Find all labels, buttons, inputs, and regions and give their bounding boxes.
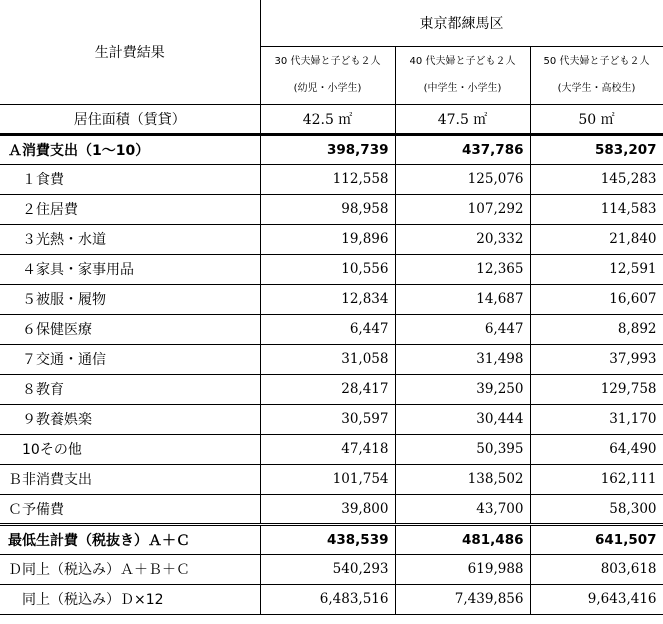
cell-value: 437,786 xyxy=(395,134,530,164)
cell-value: 39,800 xyxy=(260,494,395,524)
table-row-item xyxy=(0,374,663,404)
cell-value: 58,300 xyxy=(530,494,663,524)
cell-value: 20,332 xyxy=(395,224,530,254)
cell-value: 30,597 xyxy=(260,404,395,434)
cell-value: 107,292 xyxy=(395,194,530,224)
column-header-50s xyxy=(530,46,663,104)
cell-value: 125,076 xyxy=(395,164,530,194)
table-row-annual xyxy=(0,584,663,614)
cell-value: 438,539 xyxy=(260,524,395,554)
cell-value: 50 ㎡ xyxy=(530,104,663,134)
header-region: 東京都練馬区 xyxy=(260,0,663,46)
cell-value: 398,739 xyxy=(260,134,395,164)
column-header-50s-line1: 50 代夫婦と子ども２人 xyxy=(543,55,650,67)
cell-value: 114,583 xyxy=(530,194,663,224)
cell-value: 162,111 xyxy=(530,464,663,494)
table-row-item xyxy=(0,404,663,434)
table-row-item xyxy=(0,224,663,254)
column-header-30s-line2: (幼児・小学生) xyxy=(293,82,362,94)
table-row-item xyxy=(0,344,663,374)
cell-value: 50,395 xyxy=(395,434,530,464)
cell-value: 6,447 xyxy=(260,314,395,344)
cell-value: 145,283 xyxy=(530,164,663,194)
table-row-c xyxy=(0,494,663,524)
cell-value: 39,250 xyxy=(395,374,530,404)
cell-value: 540,293 xyxy=(260,554,395,584)
header-left-title: 生計費結果 xyxy=(0,0,260,104)
row-label: Ｄ同上（税込み）Ａ＋Ｂ＋Ｃ xyxy=(0,554,260,584)
cell-value: 30,444 xyxy=(395,404,530,434)
cell-value: 16,607 xyxy=(530,284,663,314)
cell-value: 43,700 xyxy=(395,494,530,524)
cell-value: 12,365 xyxy=(395,254,530,284)
header-row-region xyxy=(0,0,663,46)
row-label: Ｂ非消費支出 xyxy=(0,464,260,494)
cell-value: 803,618 xyxy=(530,554,663,584)
cell-value: 10,556 xyxy=(260,254,395,284)
row-label: ３光熱・水道 xyxy=(0,224,260,254)
cell-value: 481,486 xyxy=(395,524,530,554)
cell-value: 112,558 xyxy=(260,164,395,194)
row-label: ２住居費 xyxy=(0,194,260,224)
table-row-item xyxy=(0,314,663,344)
cell-value: 47,418 xyxy=(260,434,395,464)
table-row-d xyxy=(0,554,663,584)
cell-value: 19,896 xyxy=(260,224,395,254)
cell-value: 21,840 xyxy=(530,224,663,254)
row-label: 最低生計費（税抜き）Ａ＋Ｃ xyxy=(0,524,260,554)
column-header-40s xyxy=(395,46,530,104)
table-row-area xyxy=(0,104,663,134)
row-label: ９教養娯楽 xyxy=(0,404,260,434)
cell-value: 6,483,516 xyxy=(260,584,395,614)
cell-value: 6,447 xyxy=(395,314,530,344)
column-header-40s-line1: 40 代夫婦と子ども２人 xyxy=(409,55,516,67)
cell-value: 14,687 xyxy=(395,284,530,314)
cell-value: 47.5 ㎡ xyxy=(395,104,530,134)
table-row-item xyxy=(0,434,663,464)
cell-value: 8,892 xyxy=(530,314,663,344)
table-row-item xyxy=(0,164,663,194)
cell-value: 583,207 xyxy=(530,134,663,164)
row-label: ６保健医療 xyxy=(0,314,260,344)
table-row-total-a xyxy=(0,134,663,164)
cell-value: 37,993 xyxy=(530,344,663,374)
column-header-50s-line2: (大学生・高校生) xyxy=(557,82,636,94)
cell-value: 42.5 ㎡ xyxy=(260,104,395,134)
table-row-item xyxy=(0,284,663,314)
row-label: ８教育 xyxy=(0,374,260,404)
column-header-40s-line2: (中学生・小学生) xyxy=(423,82,502,94)
cell-value: 619,988 xyxy=(395,554,530,584)
cell-value: 31,058 xyxy=(260,344,395,374)
cell-value: 7,439,856 xyxy=(395,584,530,614)
cell-value: 101,754 xyxy=(260,464,395,494)
row-label: Ａ消費支出（1〜10） xyxy=(0,134,260,164)
cell-value: 129,758 xyxy=(530,374,663,404)
cell-value: 9,643,416 xyxy=(530,584,663,614)
cell-value: 12,834 xyxy=(260,284,395,314)
table-row-minimum xyxy=(0,524,663,554)
column-header-30s xyxy=(260,46,395,104)
table-row-b xyxy=(0,464,663,494)
row-label: Ｃ予備費 xyxy=(0,494,260,524)
cell-value: 28,417 xyxy=(260,374,395,404)
cell-value: 31,170 xyxy=(530,404,663,434)
cell-value: 64,490 xyxy=(530,434,663,464)
row-label: ７交通・通信 xyxy=(0,344,260,374)
cell-value: 138,502 xyxy=(395,464,530,494)
row-label: ４家具・家事用品 xyxy=(0,254,260,284)
cell-value: 31,498 xyxy=(395,344,530,374)
row-label: １食費 xyxy=(0,164,260,194)
table-row-item xyxy=(0,254,663,284)
row-label: 10その他 xyxy=(0,434,260,464)
cell-value: 98,958 xyxy=(260,194,395,224)
row-label: 同上（税込み）Ｄ×12 xyxy=(0,584,260,614)
row-label: 居住面積（賃貸） xyxy=(0,104,260,134)
table-row-item xyxy=(0,194,663,224)
cell-value: 12,591 xyxy=(530,254,663,284)
column-header-30s-line1: 30 代夫婦と子ども２人 xyxy=(274,55,381,67)
row-label: ５被服・履物 xyxy=(0,284,260,314)
cell-value: 641,507 xyxy=(530,524,663,554)
